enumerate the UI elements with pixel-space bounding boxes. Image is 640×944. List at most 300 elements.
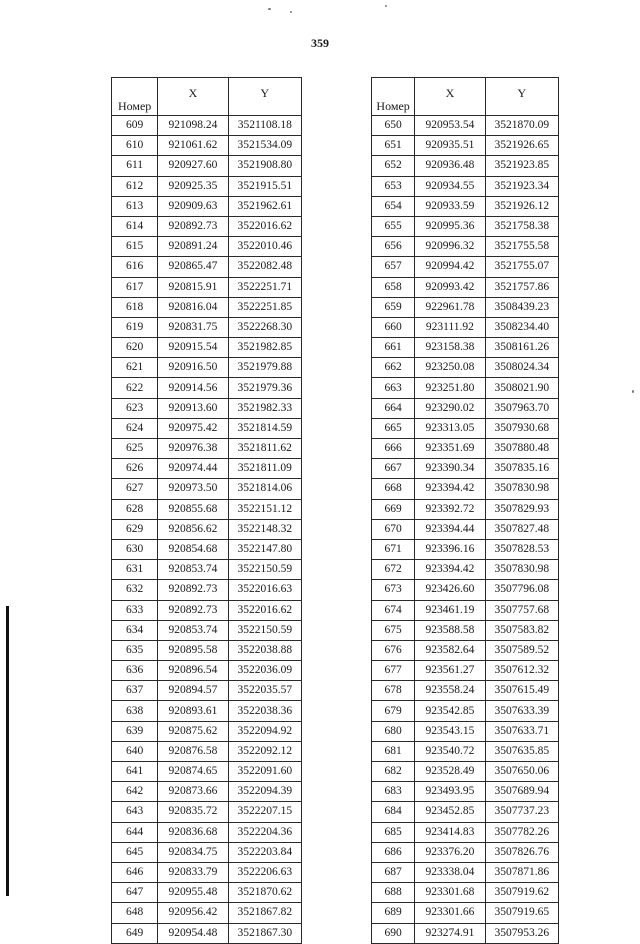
cell-y: 3507835.16 bbox=[485, 459, 558, 479]
cell-number: 648 bbox=[112, 903, 158, 923]
cell-y: 3522251.85 bbox=[228, 297, 301, 317]
cell-number: 610 bbox=[112, 136, 158, 156]
table-row bbox=[112, 903, 302, 923]
table-row bbox=[372, 459, 559, 479]
table-row bbox=[112, 358, 302, 378]
cell-number: 673 bbox=[372, 580, 415, 600]
table-row bbox=[372, 237, 559, 257]
cell-y: 3522204.36 bbox=[228, 822, 301, 842]
cell-number: 637 bbox=[112, 681, 158, 701]
cell-y: 3521915.51 bbox=[228, 176, 301, 196]
cell-number: 641 bbox=[112, 762, 158, 782]
cell-number: 638 bbox=[112, 701, 158, 721]
cell-number: 618 bbox=[112, 297, 158, 317]
cell-number: 615 bbox=[112, 237, 158, 257]
cell-number: 683 bbox=[372, 782, 415, 802]
cell-x: 920973.50 bbox=[158, 479, 228, 499]
cell-x: 923542.85 bbox=[415, 701, 485, 721]
cell-x: 920876.58 bbox=[158, 741, 228, 761]
cell-x: 920993.42 bbox=[415, 277, 485, 297]
scan-speck bbox=[268, 8, 271, 10]
table-row bbox=[112, 297, 302, 317]
cell-number: 609 bbox=[112, 116, 158, 136]
cell-number: 681 bbox=[372, 741, 415, 761]
table-row bbox=[112, 439, 302, 459]
cell-x: 921098.24 bbox=[158, 116, 228, 136]
cell-x: 923543.15 bbox=[415, 721, 485, 741]
table-row bbox=[112, 499, 302, 519]
table-row bbox=[372, 802, 559, 822]
table-row bbox=[372, 378, 559, 398]
table-row bbox=[112, 802, 302, 822]
header-y: Y bbox=[228, 78, 301, 116]
cell-x: 920914.56 bbox=[158, 378, 228, 398]
cell-x: 920954.48 bbox=[158, 923, 228, 943]
cell-number: 645 bbox=[112, 842, 158, 862]
cell-x: 923561.27 bbox=[415, 661, 485, 681]
cell-x: 923394.44 bbox=[415, 519, 485, 539]
table-row bbox=[372, 600, 559, 620]
table-row bbox=[112, 156, 302, 176]
cell-y: 3522203.84 bbox=[228, 842, 301, 862]
cell-y: 3522251.71 bbox=[228, 277, 301, 297]
table-row bbox=[372, 640, 559, 660]
table-row bbox=[372, 862, 559, 882]
cell-x: 922961.78 bbox=[415, 297, 485, 317]
cell-x: 920933.59 bbox=[415, 196, 485, 216]
cell-x: 920892.73 bbox=[158, 580, 228, 600]
table-row bbox=[112, 257, 302, 277]
cell-x: 923158.38 bbox=[415, 338, 485, 358]
cell-number: 688 bbox=[372, 883, 415, 903]
cell-y: 3522036.09 bbox=[228, 661, 301, 681]
cell-y: 3521867.30 bbox=[228, 923, 301, 943]
table-row bbox=[372, 721, 559, 741]
cell-y: 3521867.82 bbox=[228, 903, 301, 923]
cell-number: 640 bbox=[112, 741, 158, 761]
cell-number: 664 bbox=[372, 398, 415, 418]
cell-y: 3507919.65 bbox=[485, 903, 558, 923]
cell-y: 3507826.76 bbox=[485, 842, 558, 862]
scan-margin-bar bbox=[6, 606, 9, 896]
cell-y: 3507880.48 bbox=[485, 439, 558, 459]
cell-number: 613 bbox=[112, 196, 158, 216]
cell-x: 920874.65 bbox=[158, 762, 228, 782]
table-row bbox=[112, 560, 302, 580]
cell-number: 678 bbox=[372, 681, 415, 701]
cell-number: 654 bbox=[372, 196, 415, 216]
cell-x: 920909.63 bbox=[158, 196, 228, 216]
cell-y: 3522094.92 bbox=[228, 721, 301, 741]
table-row bbox=[112, 378, 302, 398]
cell-x: 923528.49 bbox=[415, 762, 485, 782]
header-number: Номер bbox=[112, 78, 158, 116]
cell-y: 3521908.80 bbox=[228, 156, 301, 176]
cell-x: 923390.34 bbox=[415, 459, 485, 479]
cell-number: 675 bbox=[372, 620, 415, 640]
cell-y: 3521814.59 bbox=[228, 418, 301, 438]
cell-number: 662 bbox=[372, 358, 415, 378]
page-number: 359 bbox=[311, 36, 329, 50]
cell-number: 690 bbox=[372, 923, 415, 943]
table-row bbox=[112, 479, 302, 499]
table-row bbox=[372, 782, 559, 802]
header-x: X bbox=[415, 78, 485, 116]
cell-number: 687 bbox=[372, 862, 415, 882]
cell-number: 633 bbox=[112, 600, 158, 620]
cell-y: 3521108.18 bbox=[228, 116, 301, 136]
cell-y: 3508021.90 bbox=[485, 378, 558, 398]
header-x: X bbox=[158, 78, 228, 116]
cell-x: 920831.75 bbox=[158, 317, 228, 337]
cell-x: 920816.04 bbox=[158, 297, 228, 317]
cell-number: 680 bbox=[372, 721, 415, 741]
table-row bbox=[112, 620, 302, 640]
table-row bbox=[112, 216, 302, 236]
cell-y: 3521755.07 bbox=[485, 257, 558, 277]
cell-y: 3522092.12 bbox=[228, 741, 301, 761]
cell-x: 923452.85 bbox=[415, 802, 485, 822]
cell-x: 920995.36 bbox=[415, 216, 485, 236]
table-row bbox=[372, 418, 559, 438]
cell-number: 668 bbox=[372, 479, 415, 499]
table-row bbox=[372, 681, 559, 701]
cell-x: 920856.62 bbox=[158, 519, 228, 539]
cell-x: 920873.66 bbox=[158, 782, 228, 802]
table-row bbox=[372, 358, 559, 378]
table-row bbox=[372, 822, 559, 842]
cell-y: 3521534.09 bbox=[228, 136, 301, 156]
cell-y: 3522151.12 bbox=[228, 499, 301, 519]
cell-number: 636 bbox=[112, 661, 158, 681]
cell-number: 624 bbox=[112, 418, 158, 438]
cell-x: 920894.57 bbox=[158, 681, 228, 701]
table-row bbox=[112, 923, 302, 943]
table-row bbox=[372, 923, 559, 943]
cell-x: 920836.68 bbox=[158, 822, 228, 842]
cell-x: 920854.68 bbox=[158, 539, 228, 559]
cell-x: 920891.24 bbox=[158, 237, 228, 257]
cell-x: 923376.20 bbox=[415, 842, 485, 862]
cell-x: 923274.91 bbox=[415, 923, 485, 943]
cell-number: 612 bbox=[112, 176, 158, 196]
cell-y: 3507650.06 bbox=[485, 762, 558, 782]
cell-number: 656 bbox=[372, 237, 415, 257]
cell-x: 920927.60 bbox=[158, 156, 228, 176]
table-row bbox=[112, 822, 302, 842]
table-row bbox=[112, 721, 302, 741]
cell-x: 920925.35 bbox=[158, 176, 228, 196]
cell-y: 3521982.85 bbox=[228, 338, 301, 358]
table-row bbox=[372, 499, 559, 519]
table-row bbox=[112, 196, 302, 216]
table-row bbox=[372, 317, 559, 337]
cell-y: 3521870.62 bbox=[228, 883, 301, 903]
table-row bbox=[372, 842, 559, 862]
table-row bbox=[112, 277, 302, 297]
cell-x: 920913.60 bbox=[158, 398, 228, 418]
cell-x: 920896.54 bbox=[158, 661, 228, 681]
table-row bbox=[112, 176, 302, 196]
cell-y: 3507830.98 bbox=[485, 560, 558, 580]
cell-number: 644 bbox=[112, 822, 158, 842]
table-row bbox=[372, 762, 559, 782]
cell-y: 3521814.06 bbox=[228, 479, 301, 499]
cell-x: 920915.54 bbox=[158, 338, 228, 358]
cell-y: 3521811.09 bbox=[228, 459, 301, 479]
cell-x: 923338.04 bbox=[415, 862, 485, 882]
cell-x: 923313.05 bbox=[415, 418, 485, 438]
table-body bbox=[112, 116, 302, 944]
cell-y: 3522150.59 bbox=[228, 620, 301, 640]
cell-number: 646 bbox=[112, 862, 158, 882]
cell-x: 923351.69 bbox=[415, 439, 485, 459]
cell-number: 650 bbox=[372, 116, 415, 136]
cell-x: 923540.72 bbox=[415, 741, 485, 761]
cell-x: 920935.51 bbox=[415, 136, 485, 156]
cell-number: 627 bbox=[112, 479, 158, 499]
cell-x: 923396.16 bbox=[415, 539, 485, 559]
cell-x: 923394.42 bbox=[415, 560, 485, 580]
cell-y: 3522268.30 bbox=[228, 317, 301, 337]
cell-number: 682 bbox=[372, 762, 415, 782]
cell-x: 920976.38 bbox=[158, 439, 228, 459]
cell-x: 920865.47 bbox=[158, 257, 228, 277]
cell-y: 3521926.65 bbox=[485, 136, 558, 156]
table-row bbox=[112, 237, 302, 257]
cell-y: 3521962.61 bbox=[228, 196, 301, 216]
cell-x: 923461.19 bbox=[415, 600, 485, 620]
cell-number: 635 bbox=[112, 640, 158, 660]
cell-y: 3507615.49 bbox=[485, 681, 558, 701]
cell-number: 672 bbox=[372, 560, 415, 580]
table-row bbox=[372, 398, 559, 418]
table-row bbox=[112, 519, 302, 539]
cell-x: 923251.80 bbox=[415, 378, 485, 398]
table-row bbox=[372, 519, 559, 539]
table-row bbox=[112, 762, 302, 782]
table-row bbox=[112, 681, 302, 701]
table-row bbox=[112, 782, 302, 802]
cell-y: 3521757.86 bbox=[485, 277, 558, 297]
cell-y: 3521923.85 bbox=[485, 156, 558, 176]
table-row bbox=[112, 842, 302, 862]
table-row bbox=[112, 600, 302, 620]
cell-x: 920994.42 bbox=[415, 257, 485, 277]
cell-y: 3522038.88 bbox=[228, 640, 301, 660]
table-row bbox=[372, 479, 559, 499]
cell-x: 920893.61 bbox=[158, 701, 228, 721]
cell-y: 3522010.46 bbox=[228, 237, 301, 257]
cell-y: 3508234.40 bbox=[485, 317, 558, 337]
table-row bbox=[372, 176, 559, 196]
cell-x: 923588.58 bbox=[415, 620, 485, 640]
cell-number: 630 bbox=[112, 539, 158, 559]
cell-number: 647 bbox=[112, 883, 158, 903]
table-row bbox=[372, 216, 559, 236]
cell-y: 3507633.39 bbox=[485, 701, 558, 721]
cell-y: 3507583.82 bbox=[485, 620, 558, 640]
cell-y: 3508439.23 bbox=[485, 297, 558, 317]
cell-number: 667 bbox=[372, 459, 415, 479]
cell-number: 684 bbox=[372, 802, 415, 822]
table-row bbox=[112, 317, 302, 337]
table-row bbox=[112, 398, 302, 418]
cell-y: 3522016.63 bbox=[228, 580, 301, 600]
table-row bbox=[372, 560, 559, 580]
table-row bbox=[112, 136, 302, 156]
header-number: Номер bbox=[372, 78, 415, 116]
cell-x: 920835.72 bbox=[158, 802, 228, 822]
cell-number: 661 bbox=[372, 338, 415, 358]
cell-x: 923111.92 bbox=[415, 317, 485, 337]
cell-y: 3522147.80 bbox=[228, 539, 301, 559]
cell-y: 3507737.23 bbox=[485, 802, 558, 822]
cell-y: 3521870.09 bbox=[485, 116, 558, 136]
cell-y: 3507612.32 bbox=[485, 661, 558, 681]
table-header-row bbox=[112, 78, 302, 116]
cell-number: 670 bbox=[372, 519, 415, 539]
cell-x: 920956.42 bbox=[158, 903, 228, 923]
cell-x: 920934.55 bbox=[415, 176, 485, 196]
cell-x: 920974.44 bbox=[158, 459, 228, 479]
cell-y: 3522206.63 bbox=[228, 862, 301, 882]
cell-y: 3507828.53 bbox=[485, 539, 558, 559]
cell-number: 632 bbox=[112, 580, 158, 600]
cell-y: 3521811.62 bbox=[228, 439, 301, 459]
cell-x: 923394.42 bbox=[415, 479, 485, 499]
cell-y: 3507633.71 bbox=[485, 721, 558, 741]
table-row bbox=[372, 136, 559, 156]
table-row bbox=[372, 883, 559, 903]
cell-number: 621 bbox=[112, 358, 158, 378]
table-row bbox=[112, 701, 302, 721]
cell-number: 620 bbox=[112, 338, 158, 358]
table-row bbox=[372, 903, 559, 923]
cell-x: 923301.68 bbox=[415, 883, 485, 903]
cell-y: 3521926.12 bbox=[485, 196, 558, 216]
cell-number: 674 bbox=[372, 600, 415, 620]
cell-number: 626 bbox=[112, 459, 158, 479]
cell-y: 3507782.26 bbox=[485, 822, 558, 842]
cell-number: 629 bbox=[112, 519, 158, 539]
table-row bbox=[372, 701, 559, 721]
cell-y: 3507827.48 bbox=[485, 519, 558, 539]
table-row bbox=[112, 418, 302, 438]
cell-number: 628 bbox=[112, 499, 158, 519]
cell-x: 920955.48 bbox=[158, 883, 228, 903]
cell-y: 3521755.58 bbox=[485, 237, 558, 257]
cell-y: 3507689.94 bbox=[485, 782, 558, 802]
table-row bbox=[112, 661, 302, 681]
table-row bbox=[112, 539, 302, 559]
cell-x: 920875.62 bbox=[158, 721, 228, 741]
cell-y: 3507829.93 bbox=[485, 499, 558, 519]
table-row bbox=[372, 116, 559, 136]
cell-y: 3522016.62 bbox=[228, 600, 301, 620]
table-row bbox=[372, 257, 559, 277]
cell-number: 679 bbox=[372, 701, 415, 721]
cell-number: 671 bbox=[372, 539, 415, 559]
table-row bbox=[372, 661, 559, 681]
cell-y: 3522082.48 bbox=[228, 257, 301, 277]
table-row bbox=[112, 741, 302, 761]
coordinate-table-left bbox=[111, 77, 302, 944]
cell-x: 920996.32 bbox=[415, 237, 485, 257]
table-row bbox=[372, 156, 559, 176]
coordinate-table-right bbox=[371, 77, 559, 944]
cell-number: 611 bbox=[112, 156, 158, 176]
cell-y: 3507589.52 bbox=[485, 640, 558, 660]
cell-x: 920833.79 bbox=[158, 862, 228, 882]
cell-y: 3507919.62 bbox=[485, 883, 558, 903]
cell-x: 923558.24 bbox=[415, 681, 485, 701]
cell-number: 669 bbox=[372, 499, 415, 519]
cell-number: 665 bbox=[372, 418, 415, 438]
cell-y: 3507796.08 bbox=[485, 580, 558, 600]
table-row bbox=[112, 883, 302, 903]
cell-number: 657 bbox=[372, 257, 415, 277]
cell-x: 923301.66 bbox=[415, 903, 485, 923]
cell-number: 652 bbox=[372, 156, 415, 176]
cell-number: 677 bbox=[372, 661, 415, 681]
table-header-row bbox=[372, 78, 559, 116]
table-row bbox=[372, 277, 559, 297]
cell-x: 920916.50 bbox=[158, 358, 228, 378]
cell-number: 642 bbox=[112, 782, 158, 802]
scan-speck bbox=[385, 5, 387, 7]
cell-x: 920892.73 bbox=[158, 216, 228, 236]
cell-number: 634 bbox=[112, 620, 158, 640]
cell-y: 3508024.34 bbox=[485, 358, 558, 378]
cell-y: 3508161.26 bbox=[485, 338, 558, 358]
table-row bbox=[372, 620, 559, 640]
cell-number: 631 bbox=[112, 560, 158, 580]
cell-y: 3521979.88 bbox=[228, 358, 301, 378]
table-row bbox=[112, 116, 302, 136]
cell-y: 3522207.15 bbox=[228, 802, 301, 822]
cell-number: 623 bbox=[112, 398, 158, 418]
cell-y: 3507830.98 bbox=[485, 479, 558, 499]
table-row bbox=[372, 580, 559, 600]
cell-x: 920855.68 bbox=[158, 499, 228, 519]
cell-number: 651 bbox=[372, 136, 415, 156]
cell-y: 3507635.85 bbox=[485, 741, 558, 761]
cell-number: 625 bbox=[112, 439, 158, 459]
cell-number: 617 bbox=[112, 277, 158, 297]
cell-number: 660 bbox=[372, 317, 415, 337]
cell-y: 3507871.86 bbox=[485, 862, 558, 882]
cell-y: 3522091.60 bbox=[228, 762, 301, 782]
scan-speck bbox=[290, 11, 292, 13]
cell-y: 3507757.68 bbox=[485, 600, 558, 620]
table-row bbox=[372, 439, 559, 459]
cell-y: 3507963.70 bbox=[485, 398, 558, 418]
cell-y: 3521758.38 bbox=[485, 216, 558, 236]
cell-x: 921061.62 bbox=[158, 136, 228, 156]
cell-number: 643 bbox=[112, 802, 158, 822]
cell-number: 686 bbox=[372, 842, 415, 862]
cell-number: 666 bbox=[372, 439, 415, 459]
cell-x: 923392.72 bbox=[415, 499, 485, 519]
table-row bbox=[112, 640, 302, 660]
cell-x: 923290.02 bbox=[415, 398, 485, 418]
cell-x: 920853.74 bbox=[158, 560, 228, 580]
cell-number: 689 bbox=[372, 903, 415, 923]
cell-x: 920892.73 bbox=[158, 600, 228, 620]
cell-number: 614 bbox=[112, 216, 158, 236]
cell-y: 3521923.34 bbox=[485, 176, 558, 196]
